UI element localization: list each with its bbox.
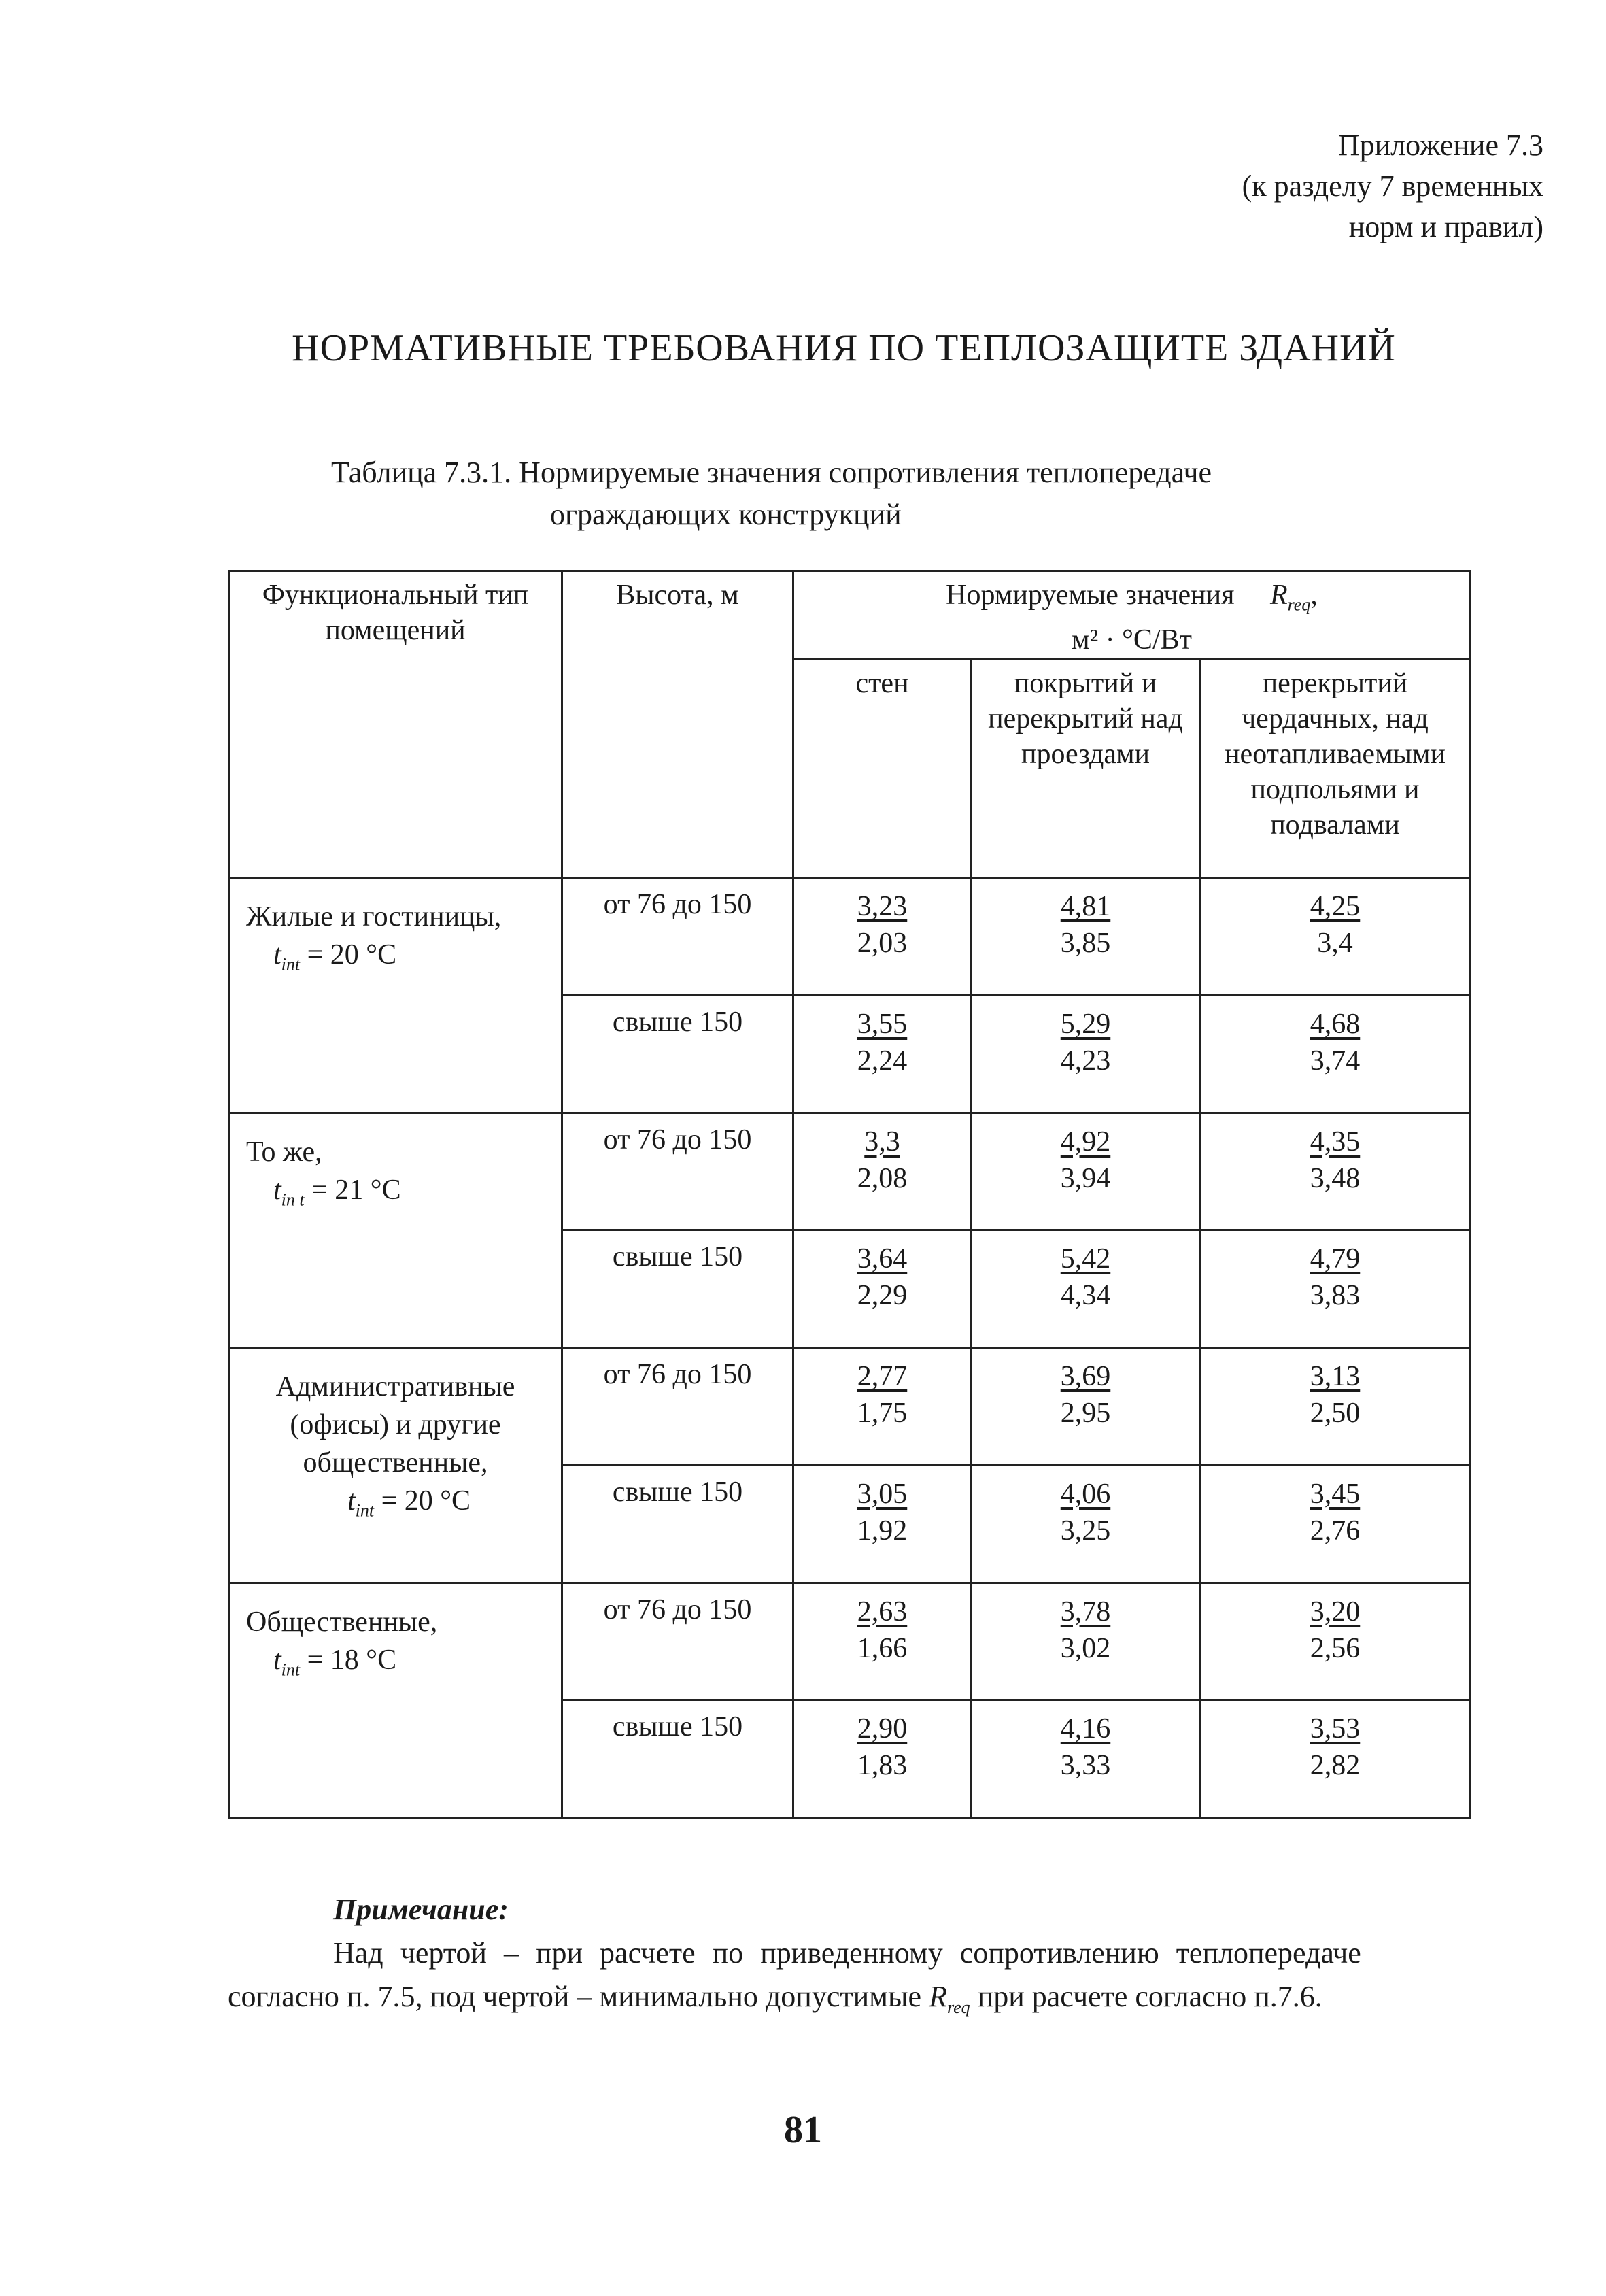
value-below-line: 2,76: [1310, 1515, 1361, 1547]
table-row: [229, 878, 1471, 996]
note-label: Примечание:: [333, 1893, 509, 1926]
walls-value-cell: [793, 1113, 972, 1230]
header-norm-sub: req: [1287, 594, 1311, 615]
temp-value: = 21 °С: [304, 1174, 401, 1206]
value-above-line: 4,79: [1310, 1243, 1361, 1275]
floors-value-cell: [1200, 1700, 1471, 1818]
value-above-line: 4,35: [1310, 1126, 1361, 1158]
walls-value-cell: [793, 1230, 972, 1348]
value-above-line: 4,16: [1060, 1713, 1111, 1745]
table-body: [229, 878, 1471, 1818]
walls-value-cell: [793, 1700, 972, 1818]
value-above-line: 4,81: [1060, 891, 1111, 923]
room-type-cell: [229, 878, 562, 1113]
header-covers: покрытий и перекрытий над проездами: [972, 659, 1200, 877]
value-above-line: 3,3: [864, 1126, 900, 1158]
header-norm-symbol: R: [1269, 579, 1288, 611]
note-line-2: [228, 1975, 1540, 2029]
room-type-label: Общественные,: [246, 1606, 438, 1638]
page-title: НОРМАТИВНЫЕ ТРЕБОВАНИЯ ПО ТЕПЛОЗАЩИТЕ ЗДАНИЙ: [292, 327, 1396, 369]
value-below-line: 3,33: [1060, 1750, 1111, 1782]
walls-value-cell: [793, 1348, 972, 1466]
room-type-label: Административные (офисы) и другие общественные,: [275, 1371, 515, 1479]
height-cell: свыше 150: [562, 1465, 793, 1583]
value-below-line: 2,24: [857, 1045, 908, 1077]
value-below-line: 1,83: [857, 1750, 908, 1782]
header-floors: перекрытий чердачных, над неотапливаемыми подпольями и подвалами: [1200, 659, 1471, 877]
value-below-line: 2,29: [857, 1280, 908, 1312]
value-above-line: 3,69: [1060, 1361, 1111, 1393]
value-below-line: 3,02: [1060, 1632, 1111, 1664]
value-above-line: 3,05: [857, 1478, 908, 1510]
value-below-line: 3,83: [1310, 1280, 1361, 1312]
temp-sub: int: [281, 1659, 301, 1679]
note-line-1: Над чертой – при расчете по приведенному сопротивлению теплопередаче: [333, 1936, 1361, 1970]
value-above-line: 3,45: [1310, 1478, 1361, 1510]
caption-line-2: ограждающих конструкций: [550, 498, 902, 531]
temp-symbol: t: [273, 1644, 281, 1676]
value-above-line: 5,29: [1060, 1008, 1111, 1040]
note-sub: req: [946, 1997, 970, 2017]
floors-value-cell: [1200, 1348, 1471, 1466]
covers-value-cell: [972, 1583, 1200, 1700]
value-below-line: 2,82: [1310, 1750, 1361, 1782]
temp-value: = 18 °С: [300, 1644, 397, 1676]
value-above-line: 3,13: [1310, 1361, 1361, 1393]
value-below-line: 1,75: [857, 1398, 908, 1430]
note-block: [228, 1888, 1540, 2029]
covers-value-cell: [972, 995, 1200, 1113]
height-cell: от 76 до 150: [562, 878, 793, 996]
temp-value: = 20 °С: [374, 1485, 471, 1517]
room-type-cell: [229, 1348, 562, 1583]
covers-value-cell: [972, 1348, 1200, 1466]
value-below-line: 3,48: [1310, 1162, 1361, 1194]
value-below-line: 3,4: [1317, 928, 1353, 960]
temp-symbol: t: [273, 1174, 281, 1206]
table-row: [229, 1113, 1471, 1230]
floors-value-cell: [1200, 1113, 1471, 1230]
room-temperature: [246, 1171, 553, 1219]
temp-sub: in t: [281, 1189, 305, 1210]
floors-value-cell: [1200, 1583, 1471, 1700]
value-above-line: 3,53: [1310, 1713, 1361, 1745]
value-above-line: 2,77: [857, 1361, 908, 1393]
value-below-line: 3,25: [1060, 1515, 1111, 1547]
value-below-line: 2,03: [857, 928, 908, 960]
value-below-line: 1,66: [857, 1632, 908, 1664]
room-type-label: Жилые и гостиницы,: [246, 901, 502, 933]
room-temperature: [246, 936, 553, 983]
value-below-line: 2,56: [1310, 1632, 1361, 1664]
header-norm-label: Нормируемые значения: [946, 579, 1235, 611]
temp-value: = 20 °С: [300, 939, 397, 971]
value-above-line: 4,92: [1060, 1126, 1111, 1158]
temp-sub: int: [355, 1500, 375, 1521]
value-below-line: 2,50: [1310, 1398, 1361, 1430]
appendix-line-1: Приложение 7.3: [1337, 129, 1543, 162]
appendix-reference: [1242, 125, 1543, 248]
covers-value-cell: [972, 1230, 1200, 1348]
value-above-line: 3,20: [1310, 1596, 1361, 1627]
value-below-line: 3,85: [1060, 928, 1111, 960]
floors-value-cell: [1200, 1465, 1471, 1583]
header-norm-units: м² · °С/Вт: [1071, 624, 1192, 656]
value-above-line: 4,25: [1310, 891, 1361, 923]
table-row: [229, 1583, 1471, 1700]
walls-value-cell: [793, 995, 972, 1113]
height-cell: свыше 150: [562, 995, 793, 1113]
value-above-line: 4,06: [1060, 1478, 1111, 1510]
note-line-2a: согласно п. 7.5, под чертой – минимально допустимые: [228, 1980, 929, 2013]
height-cell: свыше 150: [562, 1700, 793, 1818]
note-line-2b: при расчете согласно п.7.6.: [970, 1980, 1322, 2013]
walls-value-cell: [793, 878, 972, 996]
covers-value-cell: [972, 1113, 1200, 1230]
appendix-line-3: норм и правил): [1348, 210, 1543, 243]
covers-value-cell: [972, 1465, 1200, 1583]
value-above-line: 3,64: [857, 1243, 908, 1275]
height-cell: от 76 до 150: [562, 1583, 793, 1700]
value-above-line: 5,42: [1060, 1243, 1111, 1275]
header-walls: стен: [793, 659, 972, 877]
room-type-label: То же,: [246, 1136, 322, 1168]
header-type: Функциональный тип помещений: [229, 571, 562, 878]
walls-value-cell: [793, 1583, 972, 1700]
floors-value-cell: [1200, 1230, 1471, 1348]
room-temperature: [238, 1482, 553, 1530]
caption-line-1: Таблица 7.3.1. Нормируемые значения сопротивления теплопередаче: [331, 456, 1212, 489]
note-symbol: R: [929, 1980, 947, 2013]
value-above-line: 3,23: [857, 891, 908, 923]
value-below-line: 3,94: [1060, 1162, 1111, 1194]
value-below-line: 3,74: [1310, 1045, 1361, 1077]
temp-sub: int: [281, 954, 301, 975]
room-type-cell: [229, 1583, 562, 1817]
header-norm: Нормируемые значения $R_{req}$, м² · °С/Вт: [793, 571, 1471, 660]
value-above-line: 2,63: [857, 1596, 908, 1627]
height-cell: от 76 до 150: [562, 1113, 793, 1230]
height-cell: от 76 до 150: [562, 1348, 793, 1466]
value-above-line: 4,68: [1310, 1008, 1361, 1040]
value-below-line: 4,23: [1060, 1045, 1111, 1077]
walls-value-cell: [793, 1465, 972, 1583]
room-temperature: [246, 1641, 553, 1689]
norm-table: [228, 570, 1471, 1819]
appendix-line-2: (к разделу 7 временных: [1242, 169, 1543, 203]
value-below-line: 1,92: [857, 1515, 908, 1547]
covers-value-cell: [972, 878, 1200, 996]
temp-symbol: t: [273, 939, 281, 971]
floors-value-cell: [1200, 995, 1471, 1113]
table-caption: [331, 452, 1212, 536]
value-above-line: 3,78: [1060, 1596, 1111, 1627]
page-number: 81: [784, 2109, 822, 2151]
header-height: Высота, м: [562, 571, 793, 878]
value-above-line: 2,90: [857, 1713, 908, 1745]
floors-value-cell: [1200, 878, 1471, 996]
table-row: [229, 1348, 1471, 1466]
covers-value-cell: [972, 1700, 1200, 1818]
height-cell: свыше 150: [562, 1230, 793, 1348]
value-below-line: 2,95: [1060, 1398, 1111, 1430]
value-above-line: 3,55: [857, 1008, 908, 1040]
value-below-line: 4,34: [1060, 1280, 1111, 1312]
room-type-cell: [229, 1113, 562, 1347]
temp-symbol: t: [347, 1485, 356, 1517]
value-below-line: 2,08: [857, 1162, 908, 1194]
